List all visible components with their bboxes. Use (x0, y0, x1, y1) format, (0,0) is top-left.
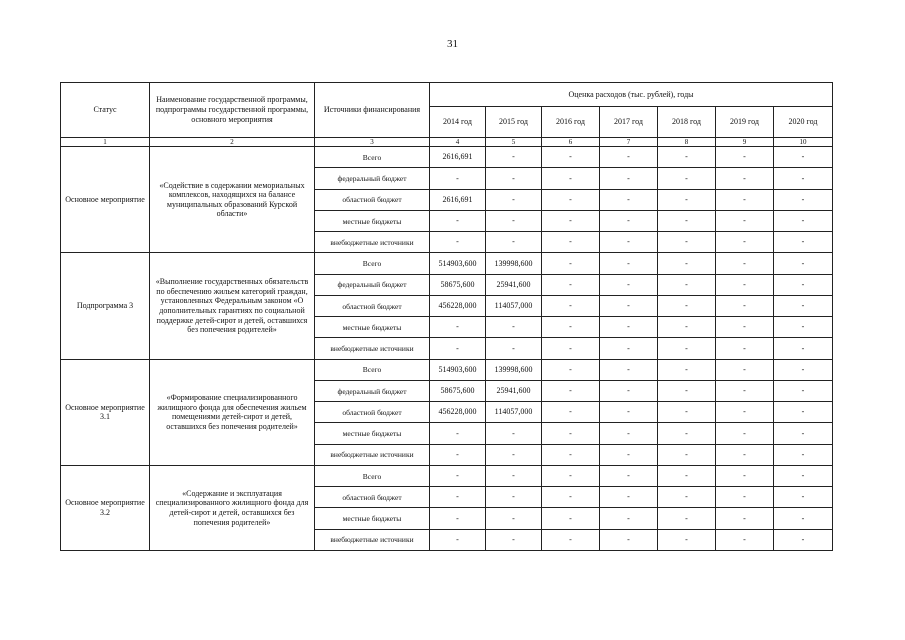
column-number: 6 (542, 137, 600, 147)
funding-source: областной бюджет (315, 402, 430, 423)
expense-value: - (486, 317, 542, 338)
expense-value: - (658, 295, 716, 316)
expense-value: - (430, 232, 486, 253)
expense-value: - (600, 295, 658, 316)
header-sources: Источники финансирования (315, 83, 430, 138)
expense-value: 114057,000 (486, 295, 542, 316)
table-row (61, 359, 833, 380)
expense-value: - (600, 232, 658, 253)
expense-value: 58675,600 (430, 380, 486, 401)
expense-value: - (430, 338, 486, 359)
expense-value: - (658, 465, 716, 486)
expense-value: - (430, 529, 486, 550)
funding-source: федеральный бюджет (315, 274, 430, 295)
expense-value: 25941,600 (486, 274, 542, 295)
expense-value: - (542, 317, 600, 338)
expense-value: - (716, 338, 774, 359)
row-status: Основное мероприятие 3.2 (61, 465, 150, 550)
table-row (61, 147, 833, 168)
expense-value: - (774, 253, 833, 274)
expense-value: - (600, 274, 658, 295)
expense-value: - (716, 274, 774, 295)
expense-value: - (542, 508, 600, 529)
expense-value: - (716, 317, 774, 338)
expense-value: - (600, 168, 658, 189)
funding-source: областной бюджет (315, 487, 430, 508)
funding-source: внебюджетные источники (315, 232, 430, 253)
expense-value: - (600, 210, 658, 231)
expense-value: - (486, 338, 542, 359)
expense-value: - (486, 529, 542, 550)
funding-source: Всего (315, 147, 430, 168)
expense-value: - (658, 380, 716, 401)
expense-value: - (658, 529, 716, 550)
page-number: 31 (447, 38, 458, 50)
expense-value: - (542, 380, 600, 401)
funding-source: Всего (315, 465, 430, 486)
expense-value: - (716, 508, 774, 529)
row-program-name: «Содержание и эксплуатация специализированного жилищного фонда для детей-сирот и детей, оставшихся без попечения родителей» (150, 465, 315, 550)
expense-value: - (542, 465, 600, 486)
expense-value: - (430, 423, 486, 444)
row-program-name: «Формирование специализированного жилищного фонда для обеспечения жильем помещениями детей-сирот и детей, оставшихся без попечения родителей» (150, 359, 315, 465)
expense-value: - (600, 444, 658, 465)
expense-value: - (658, 147, 716, 168)
expense-value: - (430, 317, 486, 338)
expense-value: - (600, 380, 658, 401)
header-year: 2016 год (542, 107, 600, 137)
expense-value: - (430, 168, 486, 189)
funding-source: Всего (315, 253, 430, 274)
expense-value: 2616,691 (430, 147, 486, 168)
column-number: 2 (150, 137, 315, 147)
column-number-row (61, 137, 833, 147)
expense-value: 114057,000 (486, 402, 542, 423)
funding-source: областной бюджет (315, 189, 430, 210)
expense-value: - (486, 189, 542, 210)
expense-value: - (658, 402, 716, 423)
column-number: 9 (716, 137, 774, 147)
expense-value: - (486, 423, 542, 444)
header-name: Наименование государственной программы, подпрограммы государственной программы, основного мероприятия (150, 83, 315, 138)
expense-value: - (542, 232, 600, 253)
header-row-top (61, 83, 833, 107)
header-year: 2017 год (600, 107, 658, 137)
funding-source: местные бюджеты (315, 210, 430, 231)
expense-value: - (716, 423, 774, 444)
column-number: 7 (600, 137, 658, 147)
expense-value: - (542, 147, 600, 168)
table-row (61, 465, 833, 486)
expense-value: - (658, 359, 716, 380)
expense-value: 25941,600 (486, 380, 542, 401)
expense-value: - (486, 444, 542, 465)
expense-value: - (716, 380, 774, 401)
expense-value: - (716, 295, 774, 316)
funding-source: внебюджетные источники (315, 529, 430, 550)
expense-value: - (600, 487, 658, 508)
column-number: 8 (658, 137, 716, 147)
expense-value: - (774, 210, 833, 231)
expense-value: - (658, 232, 716, 253)
expense-value: 58675,600 (430, 274, 486, 295)
expense-value: - (486, 508, 542, 529)
expense-value: - (600, 189, 658, 210)
expense-value: 139998,600 (486, 253, 542, 274)
funding-source: федеральный бюджет (315, 168, 430, 189)
expense-value: - (774, 444, 833, 465)
expense-value: - (774, 380, 833, 401)
funding-source: местные бюджеты (315, 508, 430, 529)
funding-source: местные бюджеты (315, 423, 430, 444)
expense-value: - (542, 253, 600, 274)
expense-value: - (430, 444, 486, 465)
expense-value: - (542, 274, 600, 295)
expense-value: 2616,691 (430, 189, 486, 210)
expense-value: - (486, 465, 542, 486)
expense-value: - (486, 210, 542, 231)
expense-value: - (486, 487, 542, 508)
expense-value: - (774, 487, 833, 508)
funding-source: федеральный бюджет (315, 380, 430, 401)
expense-value: - (430, 508, 486, 529)
expense-value: - (658, 168, 716, 189)
expense-value: - (542, 359, 600, 380)
expense-value: - (716, 147, 774, 168)
expense-value: - (542, 487, 600, 508)
expense-value: - (542, 210, 600, 231)
funding-source: Всего (315, 359, 430, 380)
expense-value: - (542, 295, 600, 316)
expense-value: - (486, 168, 542, 189)
expense-value: - (716, 402, 774, 423)
expense-value: - (716, 168, 774, 189)
header-estimate: Оценка расходов (тыс. рублей), годы (430, 83, 833, 107)
expense-value: - (716, 529, 774, 550)
expense-value: - (600, 465, 658, 486)
funding-source: областной бюджет (315, 295, 430, 316)
expense-value: - (774, 402, 833, 423)
expense-value: - (486, 232, 542, 253)
expense-value: 139998,600 (486, 359, 542, 380)
column-number: 4 (430, 137, 486, 147)
expense-value: - (658, 317, 716, 338)
expense-value: - (658, 274, 716, 295)
expense-value: - (542, 189, 600, 210)
expense-value: - (600, 253, 658, 274)
expense-value: - (542, 423, 600, 444)
expense-value: - (774, 359, 833, 380)
funding-source: местные бюджеты (315, 317, 430, 338)
expense-value: - (716, 487, 774, 508)
expense-value: - (600, 317, 658, 338)
expense-value: - (716, 359, 774, 380)
expense-value: - (600, 402, 658, 423)
expense-value: 456228,000 (430, 402, 486, 423)
expense-value: - (542, 529, 600, 550)
expense-value: - (774, 295, 833, 316)
expense-value: - (716, 444, 774, 465)
expense-value: - (658, 423, 716, 444)
expense-value: - (716, 210, 774, 231)
table-row (61, 253, 833, 274)
expense-value: - (658, 189, 716, 210)
expense-value: 514903,600 (430, 359, 486, 380)
row-program-name: «Выполнение государственных обязательств по обеспечению жильем категорий граждан, установленных Федеральным законом «О дополнительных гарантиях по социальной поддержке детей-сирот и детей, оставшихся без попечения родителей» (150, 253, 315, 359)
row-status: Основное мероприятие 3.1 (61, 359, 150, 465)
column-number: 1 (61, 137, 150, 147)
header-year: 2018 год (658, 107, 716, 137)
expense-value: - (658, 508, 716, 529)
expense-value: - (600, 529, 658, 550)
expense-value: - (658, 210, 716, 231)
header-year: 2020 год (774, 107, 833, 137)
expense-value: - (430, 210, 486, 231)
funding-source: внебюджетные источники (315, 444, 430, 465)
header-year: 2014 год (430, 107, 486, 137)
column-number: 10 (774, 137, 833, 147)
expense-value: 514903,600 (430, 253, 486, 274)
header-year: 2019 год (716, 107, 774, 137)
column-number: 3 (315, 137, 430, 147)
header-year: 2015 год (486, 107, 542, 137)
expense-value: - (430, 465, 486, 486)
expense-value: - (774, 338, 833, 359)
expense-value: - (600, 338, 658, 359)
header-status: Статус (61, 83, 150, 138)
expense-value: - (774, 529, 833, 550)
column-number: 5 (486, 137, 542, 147)
expense-value: - (542, 402, 600, 423)
expense-value: - (658, 444, 716, 465)
expense-value: - (600, 359, 658, 380)
expense-value: - (716, 253, 774, 274)
expense-value: - (774, 317, 833, 338)
funding-source: внебюджетные источники (315, 338, 430, 359)
expense-value: 456228,000 (430, 295, 486, 316)
expense-value: - (600, 508, 658, 529)
expense-value: - (658, 487, 716, 508)
expense-value: - (716, 465, 774, 486)
expense-value: - (774, 168, 833, 189)
budget-table (60, 82, 833, 551)
expense-value: - (486, 147, 542, 168)
expense-value: - (716, 189, 774, 210)
row-program-name: «Содействие в содержании мемориальных комплексов, находящихся на балансе муниципальных образований Курской области» (150, 147, 315, 253)
expense-value: - (774, 423, 833, 444)
expense-value: - (774, 189, 833, 210)
expense-value: - (774, 508, 833, 529)
expense-value: - (542, 168, 600, 189)
expense-value: - (430, 487, 486, 508)
expense-value: - (716, 232, 774, 253)
expense-value: - (774, 232, 833, 253)
expense-value: - (774, 465, 833, 486)
expense-value: - (658, 338, 716, 359)
expense-value: - (774, 147, 833, 168)
row-status: Основное мероприятие (61, 147, 150, 253)
expense-value: - (774, 274, 833, 295)
row-status: Подпрограмма 3 (61, 253, 150, 359)
expense-value: - (600, 147, 658, 168)
expense-value: - (542, 444, 600, 465)
expense-value: - (658, 253, 716, 274)
expense-value: - (542, 338, 600, 359)
expense-value: - (600, 423, 658, 444)
